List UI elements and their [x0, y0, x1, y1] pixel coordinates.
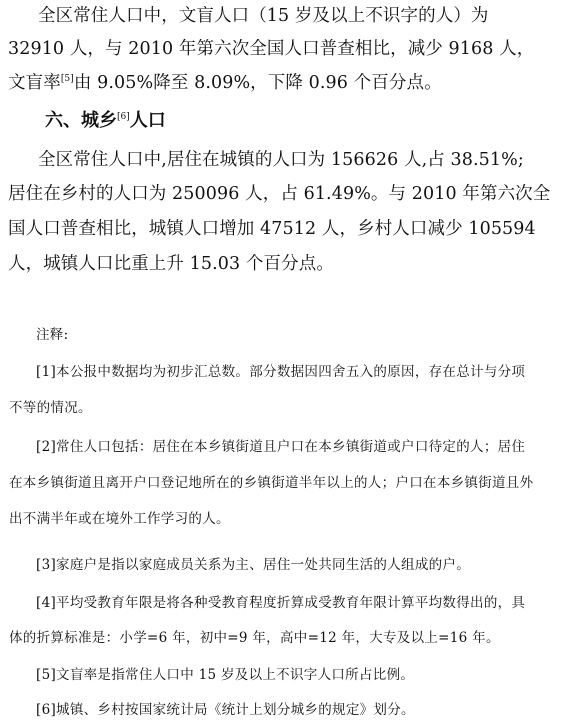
- literacy-rate-text: 由 9.05%降至 8.09%，下降 0.96 个百分点。: [73, 73, 442, 93]
- note-2-line-1: [2]常住人口包括：居住在本乡镇街道且户口在本乡镇街道或户口待定的人；居住: [36, 439, 526, 455]
- note-6: [6]城镇、乡村按国家统计局《统计上划分城乡的规定》划分。: [36, 702, 415, 718]
- literacy-paragraph-line-1: 全区常住人口中，文盲人口（15 岁及以上不识字的人）为: [38, 6, 489, 26]
- section-6-heading-suffix: 人口: [129, 110, 166, 131]
- note-1-line-2: 不等的情况。: [9, 400, 92, 416]
- section-6-heading: [45, 110, 166, 132]
- urban-rural-paragraph-line-1: 全区常住人口中,居住在城镇的人口为 156626 人,占 38.51%;: [38, 150, 524, 170]
- note-4-line-1: [4]平均受教育年限是将各种受教育程度折算成受教育年限计算平均数得出的，具: [36, 595, 526, 611]
- note-2-line-3: 出不满半年或在境外工作学习的人。: [9, 511, 230, 527]
- note-2-line-2: 在本乡镇街道且离开户口登记地所在的乡镇街道半年以上的人；户口在本乡镇街道且外: [9, 475, 534, 491]
- note-5: [5]文盲率是指常住人口中 15 岁及以上不识字人口所占比例。: [36, 667, 415, 683]
- urban-rural-paragraph-line-3: 国人口普查相比，城镇人口增加 47512 人，乡村人口减少 105594: [8, 219, 536, 239]
- footnote-ref-5: [5]: [60, 74, 74, 85]
- urban-rural-paragraph-line-2: 居住在乡村的人口为 250096 人，占 61.49%。与 2010 年第六次全: [8, 184, 551, 204]
- urban-rural-paragraph-line-4: 人，城镇人口比重上升 15.03 个百分点。: [8, 254, 334, 274]
- note-1-line-1: [1]本公报中数据均为初步汇总数。部分数据因四舍五入的原因，存在总计与分项: [36, 364, 526, 380]
- literacy-paragraph-line-3: [8, 72, 442, 94]
- literacy-paragraph-line-2: 32910 人，与 2010 年第六次全国人口普查相比，减少 9168 人，: [8, 39, 535, 59]
- note-3: [3]家庭户是指以家庭成员关系为主、居住一处共同生活的人组成的户。: [36, 557, 471, 573]
- note-4-line-2: 体的折算标准是：小学=6 年，初中=9 年，高中=12 年，大专及以上=16 年。: [9, 630, 500, 646]
- section-6-heading-text: 六、城乡: [45, 110, 117, 131]
- footnote-ref-6: [6]: [117, 112, 130, 122]
- literacy-rate-term: 文盲率: [8, 73, 61, 93]
- notes-title: 注释:: [36, 327, 69, 343]
